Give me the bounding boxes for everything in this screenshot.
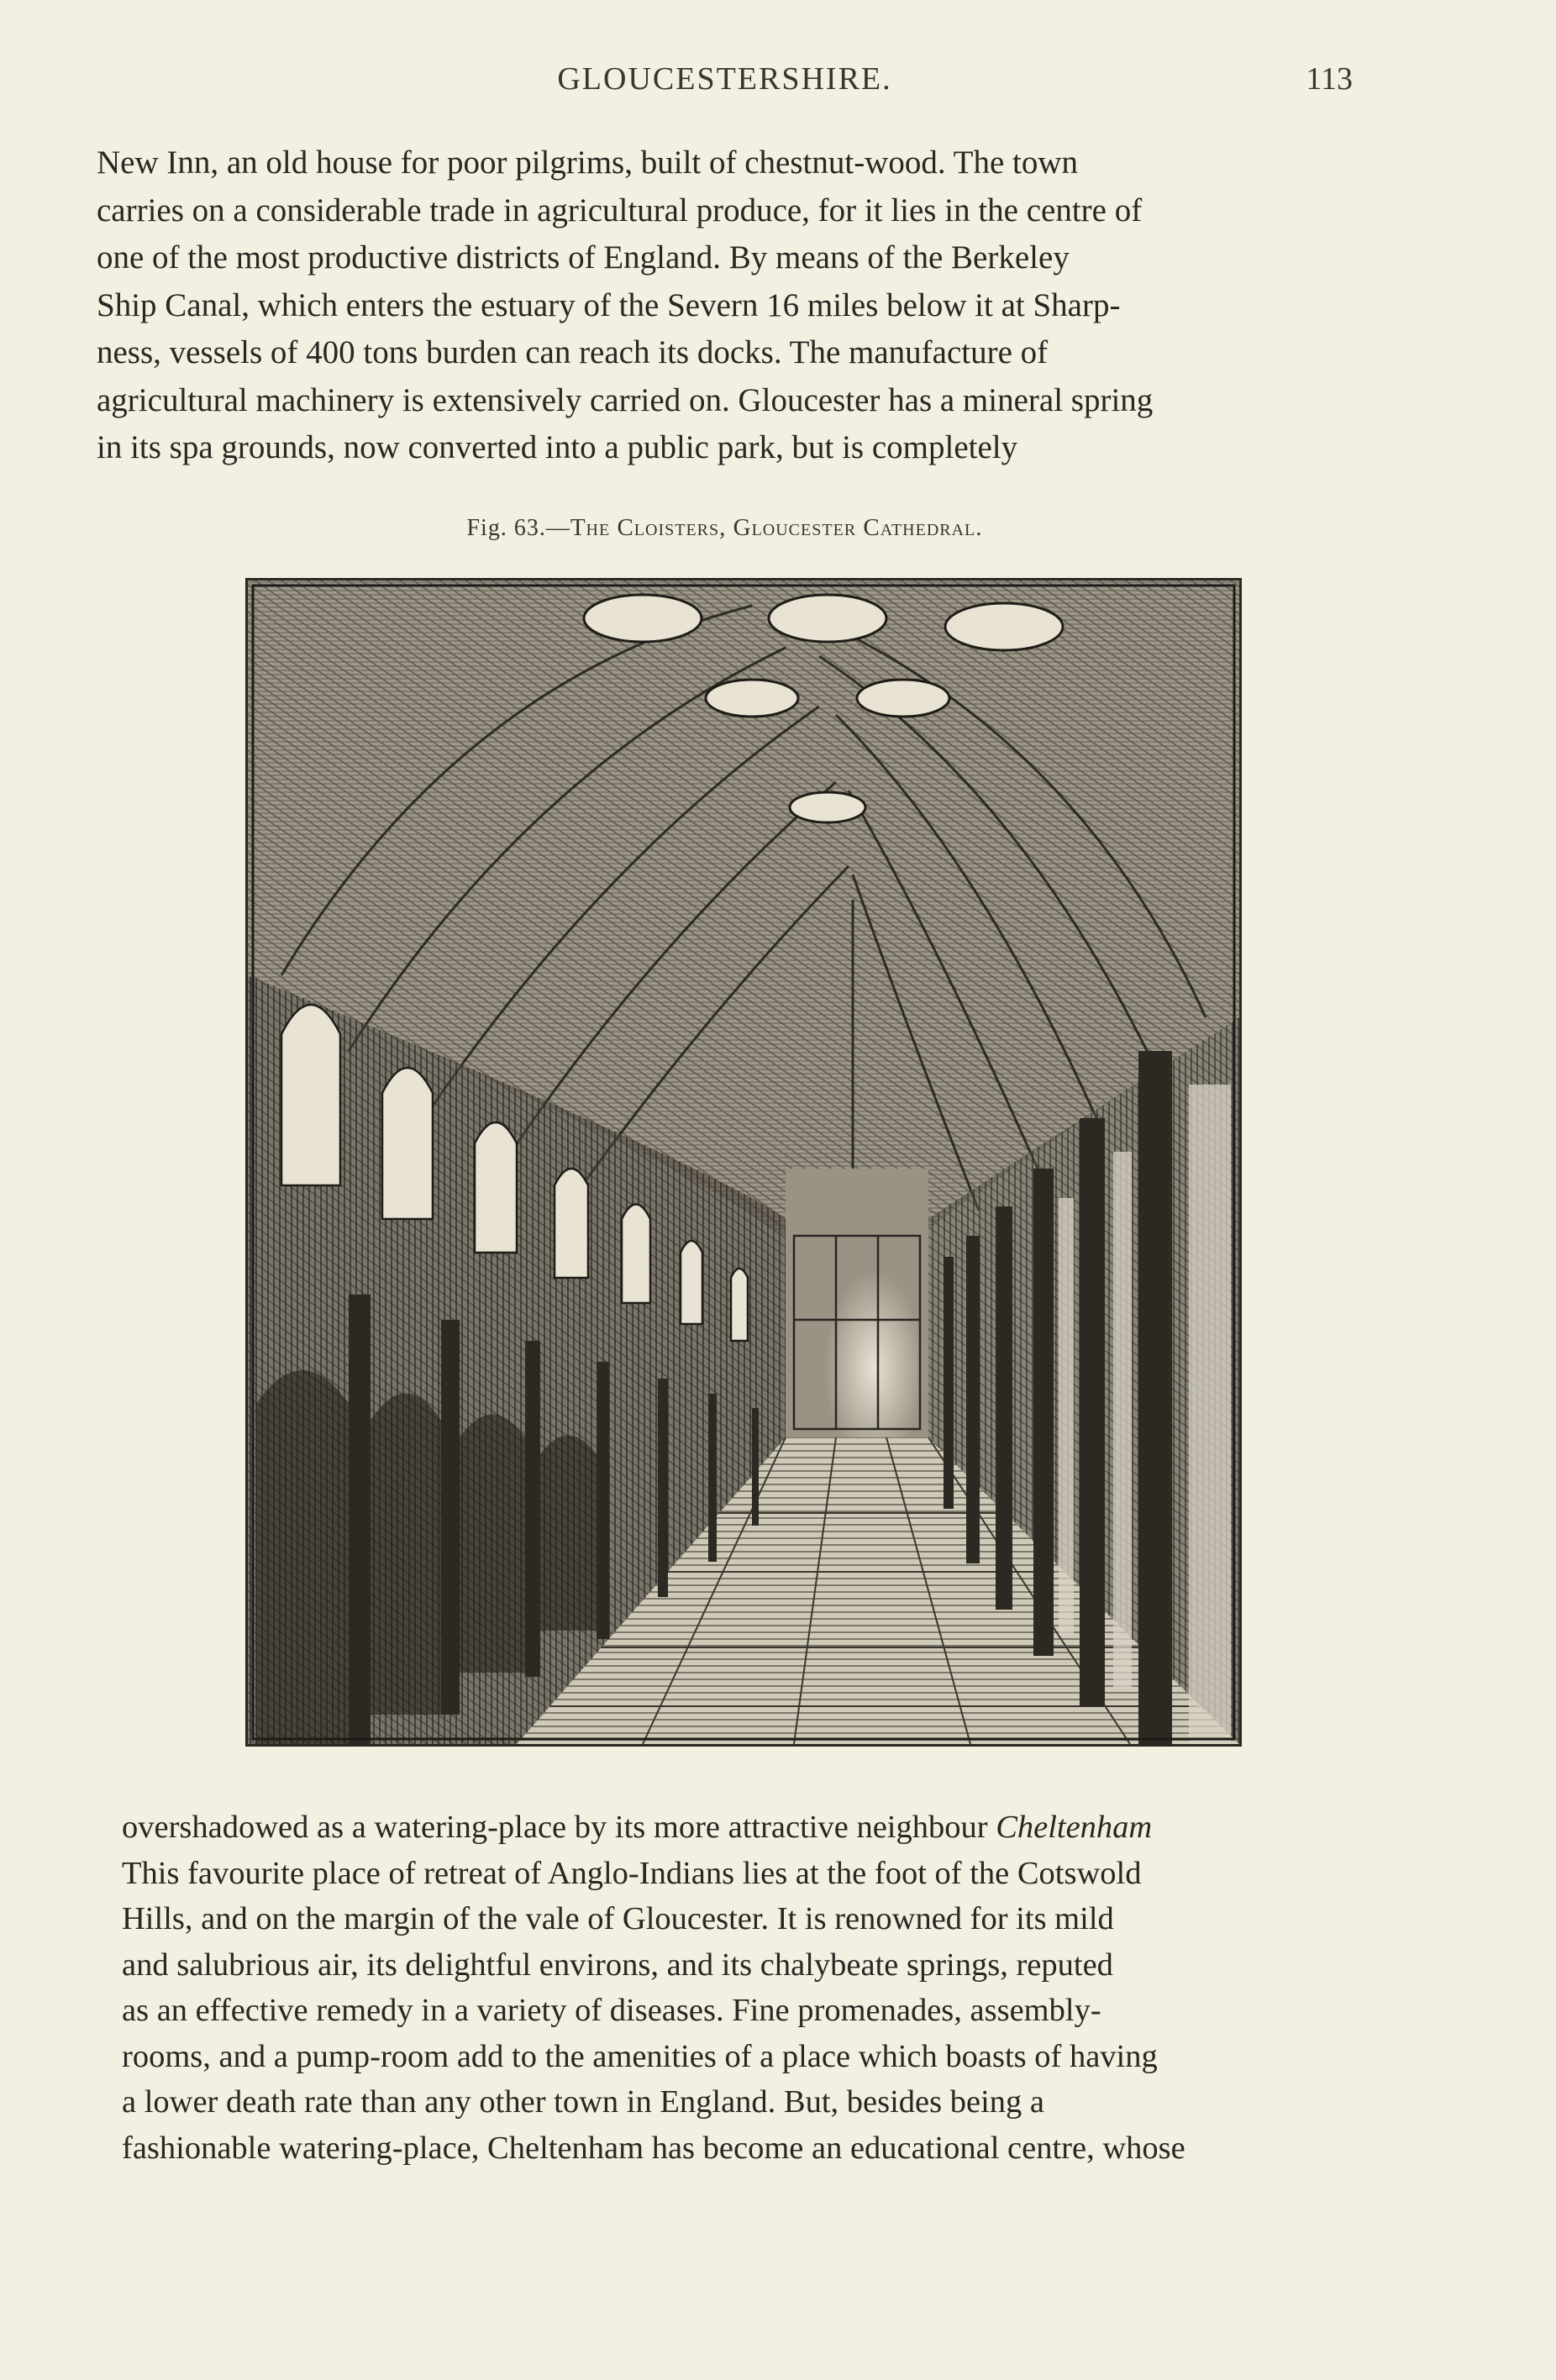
- text-line: one of the most productive districts of England. By means of the Berkeley: [97, 239, 1070, 276]
- text-line: New Inn, an old house for poor pilgrims, built of chestnut-wood. The town: [97, 144, 1079, 181]
- page-number: 113: [1306, 61, 1353, 97]
- text-line-last: in its spa grounds, now converted into a public park, but is completely: [97, 429, 1018, 465]
- text-line: ness, vessels of 400 tons burden can reach its docks. The manufacture of: [97, 334, 1049, 370]
- text-line: rooms, and a pump-room add to the amenities of a place which boasts of having: [122, 2038, 1158, 2074]
- text-line: fashionable watering-place, Cheltenham has become an educational centre, whose: [122, 2130, 1185, 2166]
- first-line-italic: Cheltenham: [996, 1810, 1153, 1845]
- cloisters-engraving: [245, 578, 1242, 1747]
- text-line: and salubrious air, its delightful environs, and its chalybeate springs, reputed: [122, 1947, 1113, 1983]
- page-header: [97, 60, 1353, 111]
- top-paragraph: [97, 139, 1353, 472]
- text-line: agricultural machinery is extensively carried on. Gloucester has a mineral spring: [97, 381, 1154, 418]
- running-title: GLOUCESTERSHIRE.: [557, 61, 892, 97]
- text-line: [122, 1805, 1374, 1851]
- text-line: a lower death rate than any other town in England. But, besides being a: [122, 2084, 1045, 2120]
- text-line: as an effective remedy in a variety of diseases. Fine promenades, assembly-: [122, 1993, 1101, 2028]
- text-line: Ship Canal, which enters the estuary of the Severn 16 miles below it at Sharp-: [97, 286, 1121, 323]
- bottom-paragraph: [122, 1805, 1374, 2171]
- figure-title: The Cloisters, Gloucester Cathedral.: [570, 514, 983, 541]
- engraving-illustration: [248, 581, 1239, 1744]
- text-line: Hills, and on the margin of the vale of Gloucester. It is renowned for its mild: [122, 1901, 1114, 1936]
- text-line: This favourite place of retreat of Anglo-Indians lies at the foot of the Cotswold: [122, 1855, 1142, 1891]
- figure-number: Fig. 63.—: [466, 515, 570, 541]
- first-line-text: overshadowed as a watering-place by its more attractive neighbour: [122, 1810, 988, 1845]
- text-line: carries on a considerable trade in agricultural produce, for it lies in the centre of: [97, 192, 1143, 229]
- figure-caption: [97, 514, 1353, 542]
